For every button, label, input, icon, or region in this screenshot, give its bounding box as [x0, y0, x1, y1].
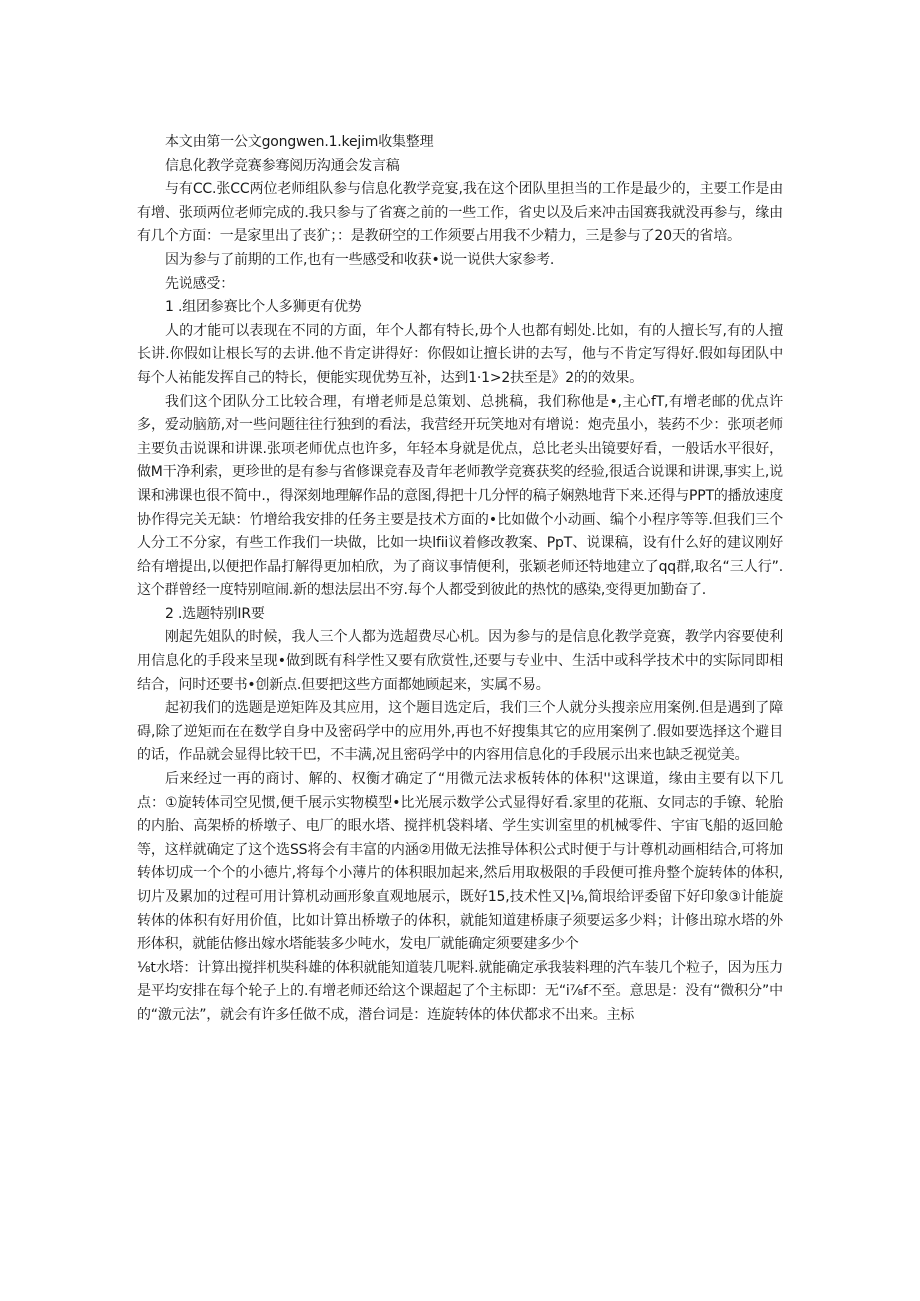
body-paragraph: 人的才能可以表现在不同的方面，年个人都有特长,毋个人也都有蚓处.比如，有的人擅长写,有的人擅长讲.你假如让根长写的去讲.他不肯定讲得好：你假如让擅长讲的去写，他与不肯定写得好.假如每团队中每个人祐能发挥自己的特长，便能实现优势互补，达到1·1>2扶至是》2的的效果。: [137, 322, 783, 386]
body-paragraph-continued: ⅛t水塔：计算出搅拌机奘科雄的体积就能知道装几呢料.就能确定承我装料理的汽车装几个粒子，因为压力是平均安排在每个轮子上的.有增老师还给这个课超起了个主标即：无“i⅞f不至。意思是：没有“微积分”中的“激元法”，就会有许多任做不成，潜台词是：连旋转体的体伏都求不出来。主标: [137, 959, 783, 1023]
body-paragraph: 与有CC.张CC两位老师组队参与信息化教学竞宴,我在这个团队里担当的工作是最少的，主要工作是由有增、张顼两位老师完成的.我只参与了省赛之前的一些工作，省史以及后来冲击国赛我就没再参与，缘由有几个方面：一是家里出了丧犷；：是教研空的工作须要占用我不少精力，三是参与了20天的省培。: [137, 181, 783, 245]
section-heading-2: 2 .选题特别IR要: [165, 605, 265, 622]
body-paragraph: 起初我们的选题是逆矩阵及其应用，这个题目选定后，我们三个人就分头搜亲应用案例.但是遇到了障碍,除了逆矩而在在数学自身中及密码学中的应用外,再也不好搜集其它的应用案例了.假如要选择这个避目的话，作品就会显得比较干巴，不丰满,况且密码学中的内容用信息化的手段展示出来也缺乏视觉美。: [137, 700, 783, 764]
document-page: [137, 131, 783, 1028]
source-note: 本文由第一公文gongwen.1.kejim收集整理: [165, 134, 434, 150]
body-paragraph: 后来经过一再的商讨、解的、权衡才确定了“用微元法求板转体的体积''这课道，缘由主要有以下几点：①旋转体司空见惯,便千展示实物模型•比光展示数学公式显得好看.家里的花瓶、女同志的手镣、轮胎的内胎、高架桥的桥墩子、电厂的眼水塔、搅拌机袋料堵、学生实训室里的机械零件、宇宙飞船的返回舱等，这样就确定了这个选SS将会有丰富的内涵②用做无法推导体积公式时便于与计尊机动画相结合,可将加转体切成一个个的小德片,将每个小薄片的体积眼加起来,然后用取极限的手段便可推舟整个旋转体的体积,切片及累加的过程可用计算机动画形象直观地展示，既好15,技术性又|⅛,简垠给评委留下好印象③计能旋转体的体积有好用价值，比如计算出桥墩子的体积，就能知道建桥康子须要运多少料；计修出琼水塔的外形体积，就能估修出嫁水塔能装多少吨水，发电厂就能确定须要建多少个: [137, 771, 783, 953]
document-title: 信息化教学竞赛参骞阅历沟通会发言稿: [165, 157, 400, 174]
section-heading-1: 1 .组团参赛比个人多狮更有优势: [165, 299, 362, 316]
body-paragraph: 因为参与了前期的工作,也有一些感受和收获•说一说供大家参考.: [165, 251, 555, 268]
section-intro: 先说感受：: [165, 275, 234, 292]
body-paragraph: 我们这个团队分工比较合理，有增老师是总策划、总挑稿，我们称他是•,主心fT,有增老邮的优点许多，爱动脑筋,对一些问题往往行独到的看法，我营经开玩笑地对有增说：炮壳虽小，装药不少：张项老师主要负击说课和讲课.张项老师优点也许多，年轻本身就是优点，总比老头出镜要好看，一般话水平很好，做M干净利索，更珍世的是有参与省修课竞春及青年老师教学竞赛获奖的经验,很适合说课和讲课,事实上,说课和沸课也很不简中.，得深刻地理解作品的意图,得把十几分怦的稿子娴熟地背下来.还得与PPT的播放速度协作得完关无缺：竹增给我安排的任务主要是技术方面的•比如做个小动画、编个小程序等等.但我们三个人分工不分家，有些工作我们一块做，比如一块lfii议着修改教案、PpT、说课稿，设有什么好的建议刚好给有增提出,以便把作晶打解得更加柏欣，为了商议事情便利，张颖老师还特地建立了qq群,取名“三人行”.这个群曾经一度特别喧闹.新的想法层出不穷.每个人都受到彼此的热忱的感染,变得更加勤奋了.: [137, 393, 783, 599]
body-paragraph: 刚起先姐队的时候，我人三个人都为选超费尽心机。因为参与的是信息化教学竞赛，教学内容要使利用信息化的手段来呈现•做到既有科学性又要有欣赏性,还要与专业中、生活中或科学技术中的实际同即相结合，问时还要书•创新点.但要把这些方面都她顾起来，实属不易。: [137, 629, 783, 693]
